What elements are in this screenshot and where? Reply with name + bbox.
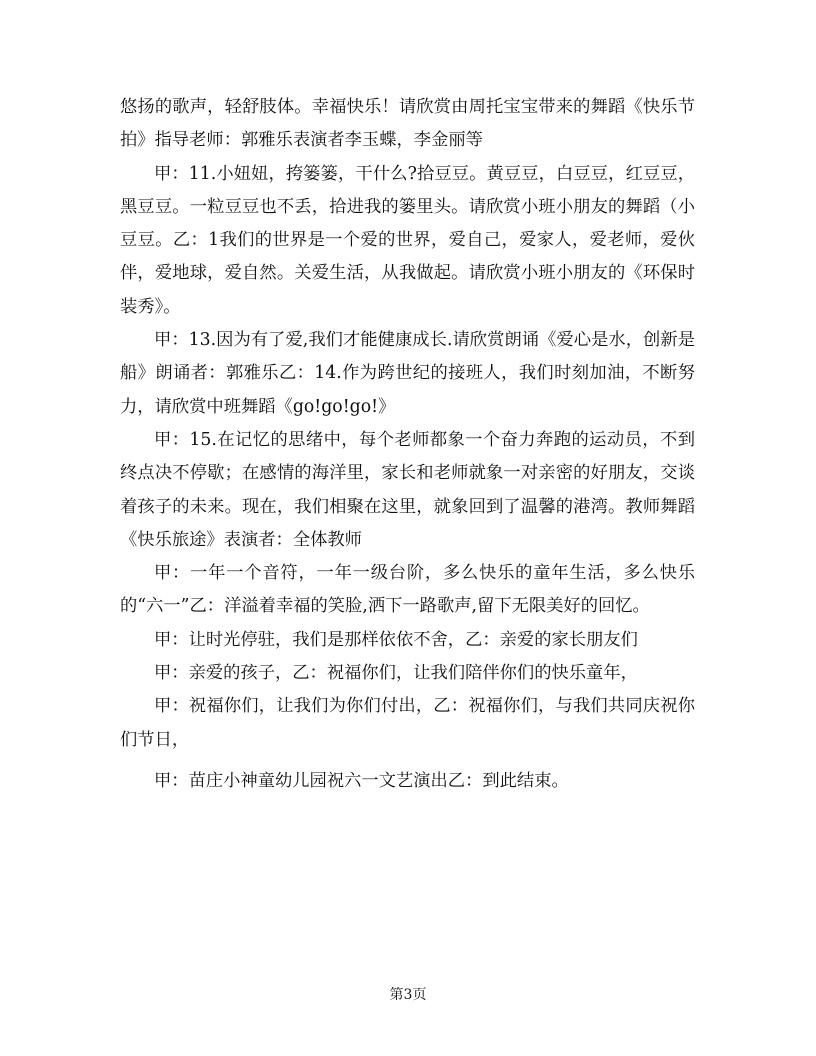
paragraph-8: 甲：祝福你们，让我们为你们付出，乙：祝福你们，与我们共同庆祝你们节日， [120, 696, 695, 750]
paragraph-3: 甲：13.因为有了爱,我们才能健康成长.请欣赏朗诵《爱心是水，创新是船》朗诵者：郭雅乐乙：14.作为跨世纪的接班人，我们时刻加油，不断努力，请欣赏中班舞蹈《go!go!go!》 [120, 330, 695, 417]
paragraph-4: 甲：15.在记忆的思绪中，每个老师都象一个奋力奔跑的运动员，不到终点决不停歇；在感情的海洋里，家长和老师就象一对亲密的好朋友，交谈着孩子的未来。现在，我们相聚在这里，就象回到了温馨的港湾。教师舞蹈《快乐旅途》表演者：全体教师 [120, 429, 695, 550]
paragraph-7: 甲：亲爱的孩子，乙：祝福你们，让我们陪伴你们的快乐童年， [154, 663, 638, 684]
paragraph-9: 甲：苗庄小神童幼儿园祝六一文艺演出乙：到此结束。 [154, 770, 569, 791]
paragraph-6: 甲：让时光停驻，我们是那样依依不舍，乙：亲爱的家长朋友们 [154, 629, 638, 650]
document-body [120, 91, 695, 798]
paragraph-1: 悠扬的歌声，轻舒肢体。幸福快乐！请欣赏由周托宝宝带来的舞蹈《快乐节拍》指导老师：郭雅乐表演者李玉蝶，李金丽等 [120, 97, 695, 151]
paragraph-5: 甲：一年一个音符，一年一级台阶，多么快乐的童年生活，多么快乐的“六一”乙：洋溢着幸福的笑脸,洒下一路歌声,留下无限美好的回忆。 [120, 563, 695, 617]
paragraph-2: 甲：11.小妞妞，挎篓篓，干什么?拾豆豆。黄豆豆，白豆豆，红豆豆，黑豆豆。一粒豆豆也不丢，拾进我的篓里头。请欣赏小班小朋友的舞蹈（小豆豆。乙：1我们的世界是一个爱的世界，爱自己，爱家人，爱老师，爱伙伴，爱地球，爱自然。关爱生活，从我做起。请欣赏小班小朋友的《环保时装秀》。 [120, 163, 695, 317]
page-number: 第3页 [389, 987, 427, 1003]
